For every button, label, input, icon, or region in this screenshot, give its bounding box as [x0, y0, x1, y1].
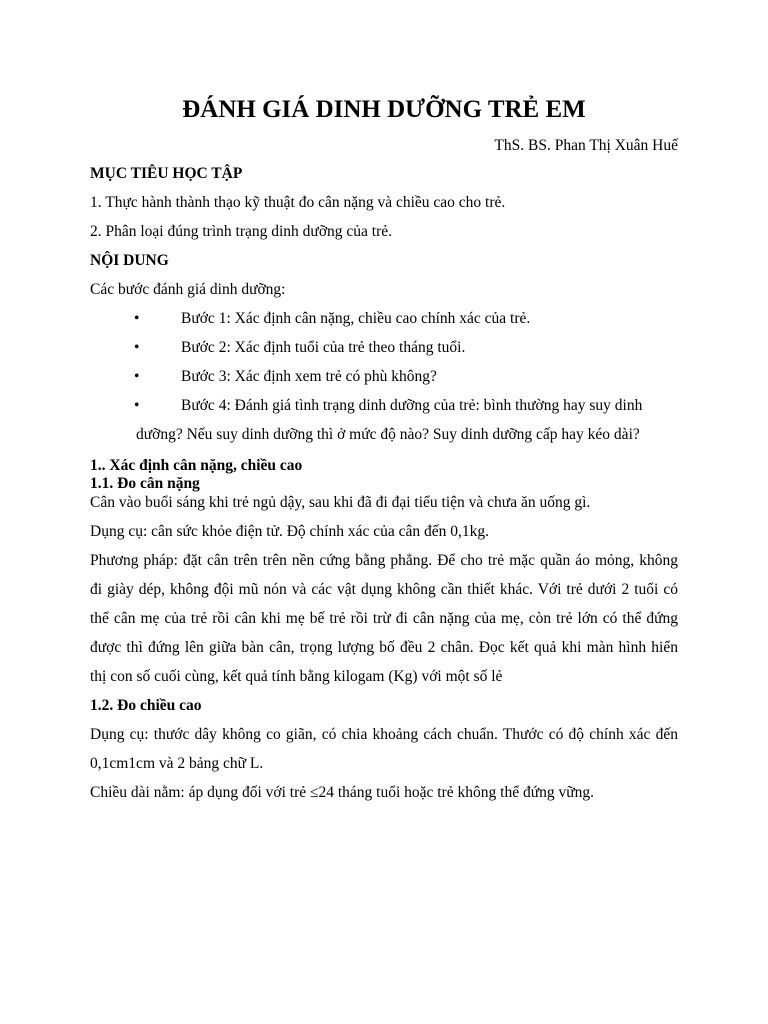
document-title: ĐÁNH GIÁ DINH DƯỠNG TRẺ EM: [182, 96, 586, 123]
step-text: Bước 3: Xác định xem trẻ có phù không?: [181, 368, 437, 385]
objective-item: 2. Phân loại đúng trình trạng dinh dưỡng của trẻ.: [90, 223, 393, 240]
paragraph-line: thể cân mẹ của trẻ rồi cân khi mẹ bế trẻ rồi trừ đi cân nặng của mẹ, còn trẻ lớn có thể đứng: [90, 610, 678, 627]
objective-item: 1. Thực hành thành thạo kỹ thuật đo cân nặng và chiều cao cho trẻ.: [90, 194, 506, 211]
step-text: Bước 4: Đánh giá tình trạng dinh dưỡng của trẻ: bình thường hay suy dinh: [181, 397, 643, 414]
paragraph-line: Phương pháp: đặt cân trên trên nền cứng bằng phẳng. Để cho trẻ mặc quần áo mỏng, không: [90, 552, 678, 569]
objectives-heading: MỤC TIÊU HỌC TẬP: [90, 165, 243, 182]
paragraph-line: 0,1cm1cm và 2 bảng chữ L.: [90, 755, 264, 772]
bullet-icon: •: [134, 310, 140, 327]
subsection-heading: 1.1. Đo cân nặng: [90, 475, 200, 492]
paragraph-line: thị con số cuối cùng, kết quả tính bằng kilogam (Kg) với một số lẻ: [90, 668, 503, 685]
paragraph-line: Dụng cụ: thước dây không co giãn, có chia khoảng cách chuẩn. Thước có độ chính xác đến: [90, 726, 678, 743]
step-text: Bước 1: Xác định cân nặng, chiều cao chính xác của trẻ.: [181, 310, 531, 327]
section-heading: 1.. Xác định cân nặng, chiều cao: [90, 457, 303, 474]
paragraph-line: Cân vào buổi sáng khi trẻ ngủ dậy, sau khi đã đi đại tiểu tiện và chưa ăn uống gì.: [90, 494, 591, 511]
bullet-icon: •: [134, 339, 140, 356]
bullet-icon: •: [134, 397, 140, 414]
step-continuation: dưỡng? Nếu suy dinh dưỡng thì ở mức độ nào? Suy dinh dưỡng cấp hay kéo dài?: [136, 426, 640, 443]
author-line: ThS. BS. Phan Thị Xuân Huế: [494, 137, 678, 154]
step-text: Bước 2: Xác định tuổi của trẻ theo tháng tuổi.: [181, 339, 466, 356]
content-heading: NỘI DUNG: [90, 252, 169, 269]
bullet-icon: •: [134, 368, 140, 385]
content-intro: Các bước đánh giá dinh dưỡng:: [90, 281, 286, 298]
paragraph-line: đi giày dép, không đội mũ nón và các vật dụng không cần thiết khác. Với trẻ dưới 2 tuổi có: [90, 581, 678, 598]
subsection-heading: 1.2. Đo chiều cao: [90, 697, 202, 714]
paragraph-line: Dụng cụ: cân sức khỏe điện tử. Độ chính xác của cân đến 0,1kg.: [90, 523, 490, 540]
paragraph-line: Chiều dài nằm: áp dụng đối với trẻ ≤24 tháng tuổi hoặc trẻ không thể đứng vững.: [90, 784, 595, 801]
paragraph-line: được thì đứng lên giữa bàn cân, trọng lượng bố đều 2 chân. Đọc kết quả khi màn hình hiển: [90, 639, 678, 656]
